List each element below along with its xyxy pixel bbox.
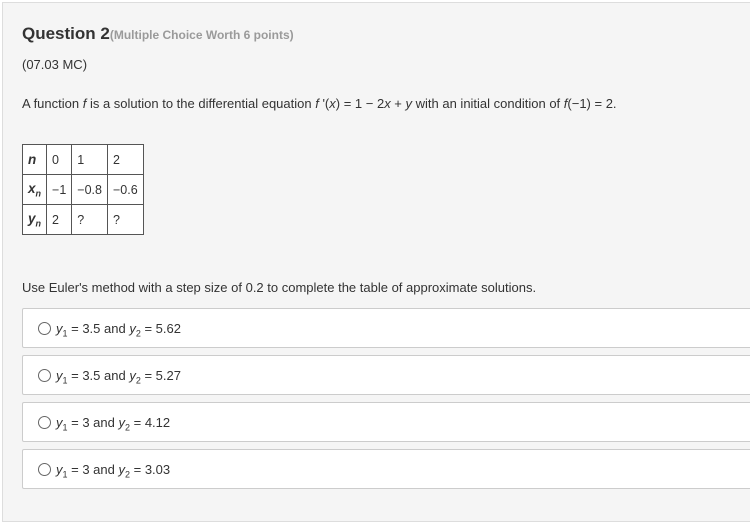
choice-label: $y_1 = 3$ and $y_2 = 3.03$ [56, 462, 171, 480]
choice-label: $y_1 = 3.5$ and $y_2 = 5.27$ [56, 368, 181, 386]
choice-label: $y_1 = 3.5$ and $y_2 = 5.62$ [56, 321, 181, 339]
answer-choice-4[interactable] [22, 449, 750, 489]
table-cell: 1 [72, 145, 108, 175]
table-cell: ? [107, 205, 143, 235]
answer-choice-3[interactable] [22, 402, 750, 442]
table-row-y [23, 205, 144, 235]
table-row-n [23, 145, 144, 175]
question-title: Question 2 [22, 24, 110, 43]
table-cell: 2 [47, 205, 72, 235]
radio-button[interactable] [38, 369, 51, 382]
radio-button[interactable] [38, 416, 51, 429]
radio-button[interactable] [38, 463, 51, 476]
table-header-x: $x_n$ [23, 175, 47, 205]
question-code: (07.03 MC) [22, 57, 88, 72]
table-cell: ? [72, 205, 108, 235]
question-header [22, 24, 294, 44]
table-cell: −1 [47, 175, 72, 205]
table-header-n: n [23, 145, 47, 175]
table-header-y: $y_n$ [23, 205, 47, 235]
radio-button[interactable] [38, 322, 51, 335]
question-instruction: Use Euler's method with a step size of 0.2 to complete the table of approximate solutions. [22, 280, 537, 295]
table-row-x [23, 175, 144, 205]
choice-label: $y_1 = 3$ and $y_2 = 4.12$ [56, 415, 171, 433]
question-panel [2, 2, 750, 522]
question-prompt: A function f is a solution to the differential equation f '(x) = 1 − 2x + y with an initial condition of f(−1) = 2. [22, 96, 617, 111]
question-worth: (Multiple Choice Worth 6 points) [109, 28, 294, 42]
table-cell: −0.8 [72, 175, 108, 205]
answer-choice-1[interactable] [22, 308, 750, 348]
euler-table [22, 144, 144, 235]
answer-choice-2[interactable] [22, 355, 750, 395]
table-cell: 0 [47, 145, 72, 175]
table-cell: 2 [107, 145, 143, 175]
table-cell: −0.6 [107, 175, 143, 205]
